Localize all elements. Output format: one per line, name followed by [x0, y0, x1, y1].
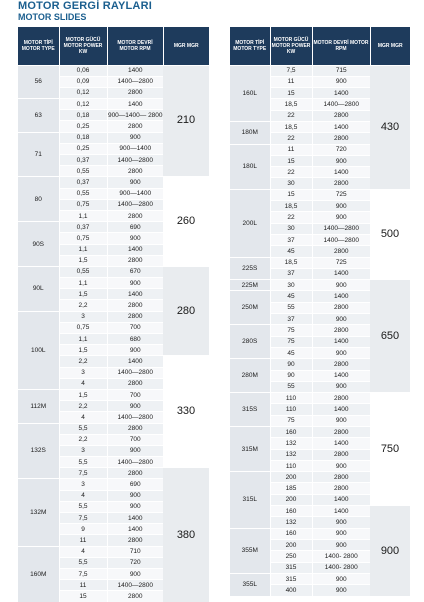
motor-power-cell: 0,37	[59, 177, 107, 188]
motor-rpm-cell: 2800	[312, 449, 370, 460]
motor-type-cell: 355M	[230, 528, 270, 573]
motor-rpm-cell: 900—1400	[107, 143, 163, 154]
motor-power-cell: 200	[270, 472, 312, 483]
motor-power-cell: 22	[270, 133, 312, 144]
motor-type-cell: 160M	[18, 546, 59, 602]
motor-rpm-cell: 2800	[312, 110, 370, 121]
motor-rpm-cell: 1400—2800	[107, 580, 163, 591]
motor-rpm-cell: 700	[107, 434, 163, 445]
mgr-value-cell: 500	[370, 189, 410, 279]
motor-power-cell: 250	[270, 551, 312, 562]
motor-power-cell: 75	[270, 415, 312, 426]
motor-type-cell: 56	[18, 65, 59, 99]
motor-rpm-cell: 1400	[107, 513, 163, 524]
column-header-motor-rpm: MOTOR DEVRİ MOTOR RPM	[107, 27, 163, 65]
motor-power-cell: 0,09	[59, 76, 107, 87]
motor-power-cell: 55	[270, 381, 312, 392]
motor-rpm-cell: 1400—2800	[107, 155, 163, 166]
motor-power-cell: 22	[270, 212, 312, 223]
motor-type-cell: 180M	[230, 121, 270, 144]
motor-power-cell: 110	[270, 404, 312, 415]
motor-rpm-cell: 1400—2800	[107, 457, 163, 468]
motor-rpm-cell: 2800	[312, 325, 370, 336]
motor-power-cell: 7,5	[59, 568, 107, 579]
motor-rpm-cell: 900	[107, 278, 163, 289]
motor-power-cell: 0,75	[59, 322, 107, 333]
motor-power-cell: 4	[59, 490, 107, 501]
column-header-mgr: MGR MGR	[370, 27, 410, 65]
motor-rpm-cell: 2800	[312, 483, 370, 494]
motor-power-cell: 15	[270, 155, 312, 166]
page-title: MOTOR GERGİ RAYLARI	[18, 0, 152, 12]
mgr-value-cell: 650	[370, 280, 410, 393]
motor-type-cell: 280S	[230, 325, 270, 359]
motor-rpm-cell: 900	[107, 177, 163, 188]
motor-type-cell: 90L	[18, 266, 59, 311]
motor-rpm-cell: 1400	[312, 506, 370, 517]
motor-type-cell: 100L	[18, 311, 59, 389]
motor-rpm-cell: 680	[107, 334, 163, 345]
motor-type-cell: 63	[18, 99, 59, 133]
motor-power-cell: 22	[270, 110, 312, 121]
motor-rpm-cell: 900	[107, 501, 163, 512]
motor-power-cell: 0,18	[59, 110, 107, 121]
motor-rpm-cell: 1400	[107, 99, 163, 110]
motor-rpm-cell: 1400	[107, 65, 163, 76]
motor-rpm-cell: 1400—2800	[107, 367, 163, 378]
motor-power-cell: 37	[270, 234, 312, 245]
motor-power-cell: 4	[59, 412, 107, 423]
motor-power-cell: 45	[270, 347, 312, 358]
motor-rpm-cell: 1400—2800	[107, 412, 163, 423]
motor-rpm-cell: 725	[312, 257, 370, 268]
motor-power-cell: 110	[270, 393, 312, 404]
motor-power-cell: 9	[59, 524, 107, 535]
motor-power-cell: 45	[270, 291, 312, 302]
table-row	[230, 65, 410, 76]
table-row	[18, 65, 209, 76]
motor-power-cell: 1,1	[59, 334, 107, 345]
motor-power-cell: 11	[59, 535, 107, 546]
motor-rpm-cell: 1400—2800	[107, 76, 163, 87]
motor-power-cell: 11	[59, 580, 107, 591]
mgr-value-cell: 330	[163, 356, 209, 468]
motor-power-cell: 30	[270, 223, 312, 234]
motor-rpm-cell: 900	[312, 460, 370, 471]
motor-rpm-cell: 900—1400— 2800	[107, 110, 163, 121]
motor-rpm-cell: 900	[107, 445, 163, 456]
motor-power-cell: 37	[270, 268, 312, 279]
motor-type-cell: 225S	[230, 257, 270, 280]
motor-power-cell: 0,55	[59, 266, 107, 277]
motor-rpm-cell: 1400—2800	[312, 99, 370, 110]
motor-power-cell: 0,18	[59, 132, 107, 143]
mgr-value-cell: 280	[163, 266, 209, 356]
motor-rpm-cell: 1400- 2800	[312, 551, 370, 562]
motor-rpm-cell: 2800	[312, 178, 370, 189]
motor-rpm-cell: 900	[312, 415, 370, 426]
motor-power-cell: 1,5	[59, 289, 107, 300]
motor-rpm-cell: 900	[312, 381, 370, 392]
motor-power-cell: 315	[270, 573, 312, 584]
motor-rpm-cell: 1400	[107, 356, 163, 367]
motor-power-cell: 15	[59, 591, 107, 602]
table-row	[18, 266, 209, 277]
motor-power-cell: 90	[270, 359, 312, 370]
motor-rpm-cell: 2800	[107, 87, 163, 98]
motor-power-cell: 11	[270, 144, 312, 155]
motor-type-cell: 90S	[18, 222, 59, 267]
motor-power-cell: 3	[59, 479, 107, 490]
motor-power-cell: 160	[270, 506, 312, 517]
motor-rpm-cell: 900—1400	[107, 188, 163, 199]
motor-slides-table-left	[18, 27, 209, 602]
motor-type-cell: 200L	[230, 189, 270, 257]
motor-power-cell: 3	[59, 445, 107, 456]
column-header-motor-power: MOTOR GÜCÜ MOTOR POWER KW	[270, 27, 312, 65]
motor-rpm-cell: 1400	[312, 167, 370, 178]
motor-power-cell: 0,55	[59, 166, 107, 177]
motor-type-cell: 315L	[230, 472, 270, 528]
motor-power-cell: 2,2	[59, 356, 107, 367]
motor-power-cell: 110	[270, 460, 312, 471]
motor-power-cell: 3	[59, 367, 107, 378]
motor-power-cell: 22	[270, 167, 312, 178]
motor-power-cell: 2,2	[59, 300, 107, 311]
motor-rpm-cell: 900	[312, 201, 370, 212]
motor-power-cell: 37	[270, 314, 312, 325]
motor-power-cell: 160	[270, 528, 312, 539]
motor-power-cell: 1,1	[59, 210, 107, 221]
motor-rpm-cell: 700	[107, 389, 163, 400]
motor-power-cell: 315	[270, 562, 312, 573]
motor-power-cell: 5,5	[59, 557, 107, 568]
motor-rpm-cell: 900	[312, 314, 370, 325]
motor-rpm-cell: 1400—2800	[107, 199, 163, 210]
motor-type-cell: 132M	[18, 479, 59, 546]
motor-power-cell: 200	[270, 539, 312, 550]
mgr-value-cell: 380	[163, 468, 209, 602]
motor-rpm-cell: 2800	[107, 535, 163, 546]
motor-rpm-cell: 900	[312, 212, 370, 223]
column-header-motor-rpm: MOTOR DEVRİ MOTOR RPM	[312, 27, 370, 65]
motor-rpm-cell: 2800	[312, 133, 370, 144]
motor-rpm-cell: 1400	[107, 524, 163, 535]
motor-power-cell: 4	[59, 378, 107, 389]
motor-power-cell: 7,5	[59, 513, 107, 524]
column-header-motor-power: MOTOR GÜCÜ MOTOR POWER KW	[59, 27, 107, 65]
motor-rpm-cell: 2800	[312, 246, 370, 257]
motor-rpm-cell: 900	[312, 585, 370, 596]
motor-type-cell: 315M	[230, 427, 270, 472]
motor-rpm-cell: 2800	[107, 591, 163, 602]
mgr-value-cell: 430	[370, 65, 410, 189]
motor-power-cell: 1,1	[59, 244, 107, 255]
motor-power-cell: 55	[270, 302, 312, 313]
motor-rpm-cell: 2800	[107, 210, 163, 221]
motor-power-cell: 90	[270, 370, 312, 381]
motor-rpm-cell: 2800	[312, 393, 370, 404]
motor-power-cell: 7,5	[59, 468, 107, 479]
table-row	[230, 189, 410, 200]
motor-power-cell: 5,5	[59, 457, 107, 468]
motor-type-cell: 225M	[230, 280, 270, 291]
motor-rpm-cell: 690	[107, 479, 163, 490]
motor-rpm-cell: 670	[107, 266, 163, 277]
motor-power-cell: 1,5	[59, 345, 107, 356]
motor-power-cell: 11	[270, 76, 312, 87]
motor-rpm-cell: 720	[107, 557, 163, 568]
motor-type-cell: 112M	[18, 389, 59, 423]
motor-rpm-cell: 900	[107, 490, 163, 501]
motor-power-cell: 45	[270, 246, 312, 257]
motor-rpm-cell: 710	[107, 546, 163, 557]
motor-rpm-cell: 900	[107, 132, 163, 143]
motor-power-cell: 18,5	[270, 99, 312, 110]
motor-power-cell: 3	[59, 311, 107, 322]
motor-rpm-cell: 2800	[312, 359, 370, 370]
motor-rpm-cell: 720	[312, 144, 370, 155]
motor-rpm-cell: 900	[312, 155, 370, 166]
mgr-value-cell: 750	[370, 393, 410, 506]
motor-power-cell: 18,5	[270, 121, 312, 132]
motor-rpm-cell: 2800	[107, 423, 163, 434]
motor-rpm-cell: 1400	[312, 88, 370, 99]
motor-power-cell: 2,2	[59, 434, 107, 445]
motor-power-cell: 15	[270, 189, 312, 200]
motor-rpm-cell: 1400—2800	[312, 223, 370, 234]
motor-type-cell: 250M	[230, 291, 270, 325]
motor-rpm-cell: 900	[312, 347, 370, 358]
column-header-motor-type: MOTOR TİPİ MOTOR TYPE	[18, 27, 59, 65]
motor-rpm-cell: 1400—2800	[312, 234, 370, 245]
mgr-value-cell: 210	[163, 65, 209, 177]
mgr-value-cell: 900	[370, 506, 410, 596]
motor-power-cell: 160	[270, 427, 312, 438]
motor-power-cell: 30	[270, 280, 312, 291]
motor-rpm-cell: 690	[107, 222, 163, 233]
motor-rpm-cell: 700	[107, 322, 163, 333]
motor-power-cell: 132	[270, 438, 312, 449]
motor-type-cell: 280M	[230, 359, 270, 393]
motor-rpm-cell: 2800	[107, 121, 163, 132]
motor-rpm-cell: 2800	[107, 300, 163, 311]
motor-rpm-cell: 1400	[312, 404, 370, 415]
motor-power-cell: 200	[270, 494, 312, 505]
motor-power-cell: 5,5	[59, 423, 107, 434]
motor-rpm-cell: 1400	[312, 370, 370, 381]
table-row	[230, 280, 410, 291]
motor-rpm-cell: 900	[107, 345, 163, 356]
motor-type-cell: 71	[18, 132, 59, 177]
motor-rpm-cell: 1400	[107, 289, 163, 300]
motor-rpm-cell: 2800	[107, 468, 163, 479]
motor-rpm-cell: 900	[312, 573, 370, 584]
motor-power-cell: 0,25	[59, 121, 107, 132]
motor-type-cell: 180L	[230, 144, 270, 189]
motor-rpm-cell: 900	[312, 528, 370, 539]
motor-power-cell: 15	[270, 88, 312, 99]
motor-power-cell: 132	[270, 517, 312, 528]
motor-type-cell: 132S	[18, 423, 59, 479]
motor-type-cell: 315S	[230, 393, 270, 427]
motor-rpm-cell: 900	[312, 539, 370, 550]
motor-power-cell: 0,37	[59, 155, 107, 166]
motor-rpm-cell: 2800	[107, 311, 163, 322]
motor-power-cell: 75	[270, 336, 312, 347]
motor-rpm-cell: 2800	[107, 378, 163, 389]
motor-rpm-cell: 1400	[312, 438, 370, 449]
motor-rpm-cell: 1400	[107, 244, 163, 255]
motor-power-cell: 0,12	[59, 87, 107, 98]
motor-rpm-cell: 725	[312, 189, 370, 200]
motor-rpm-cell: 1400	[312, 494, 370, 505]
motor-type-cell: 80	[18, 177, 59, 222]
motor-power-cell: 0,37	[59, 222, 107, 233]
motor-power-cell: 1,5	[59, 389, 107, 400]
motor-power-cell: 4	[59, 546, 107, 557]
motor-power-cell: 185	[270, 483, 312, 494]
motor-power-cell: 30	[270, 178, 312, 189]
motor-power-cell: 1,1	[59, 278, 107, 289]
table-row	[230, 393, 410, 404]
motor-rpm-cell: 900	[107, 401, 163, 412]
motor-rpm-cell: 2800	[312, 472, 370, 483]
motor-rpm-cell: 900	[312, 280, 370, 291]
motor-power-cell: 400	[270, 585, 312, 596]
motor-rpm-cell: 2800	[312, 427, 370, 438]
motor-power-cell: 7,5	[270, 65, 312, 76]
motor-rpm-cell: 2800	[107, 166, 163, 177]
motor-rpm-cell: 900	[107, 233, 163, 244]
page-subtitle: MOTOR SLIDES	[18, 12, 87, 22]
motor-power-cell: 0,06	[59, 65, 107, 76]
motor-power-cell: 75	[270, 325, 312, 336]
motor-power-cell: 0,75	[59, 233, 107, 244]
motor-power-cell: 0,12	[59, 99, 107, 110]
motor-rpm-cell: 715	[312, 65, 370, 76]
table-row	[18, 177, 209, 188]
motor-slides-table-right	[230, 27, 410, 596]
motor-rpm-cell: 2800	[312, 302, 370, 313]
motor-power-cell: 18,5	[270, 201, 312, 212]
motor-power-cell: 1,5	[59, 255, 107, 266]
motor-rpm-cell: 1400	[312, 121, 370, 132]
motor-rpm-cell: 900	[312, 76, 370, 87]
motor-rpm-cell: 1400	[312, 336, 370, 347]
motor-power-cell: 0,75	[59, 199, 107, 210]
mgr-value-cell: 260	[163, 177, 209, 267]
motor-power-cell: 18,5	[270, 257, 312, 268]
motor-power-cell: 2,2	[59, 401, 107, 412]
motor-rpm-cell: 900	[312, 517, 370, 528]
motor-rpm-cell: 1400- 2800	[312, 562, 370, 573]
motor-rpm-cell: 900	[107, 568, 163, 579]
motor-type-cell: 160L	[230, 65, 270, 121]
column-header-mgr: MGR MGR	[163, 27, 209, 65]
motor-power-cell: 132	[270, 449, 312, 460]
motor-rpm-cell: 2800	[107, 255, 163, 266]
motor-rpm-cell: 1400	[312, 291, 370, 302]
motor-type-cell: 355L	[230, 573, 270, 596]
column-header-motor-type: MOTOR TİPİ MOTOR TYPE	[230, 27, 270, 65]
motor-rpm-cell: 1400	[312, 268, 370, 279]
motor-power-cell: 0,55	[59, 188, 107, 199]
motor-power-cell: 5,5	[59, 501, 107, 512]
motor-power-cell: 0,25	[59, 143, 107, 154]
